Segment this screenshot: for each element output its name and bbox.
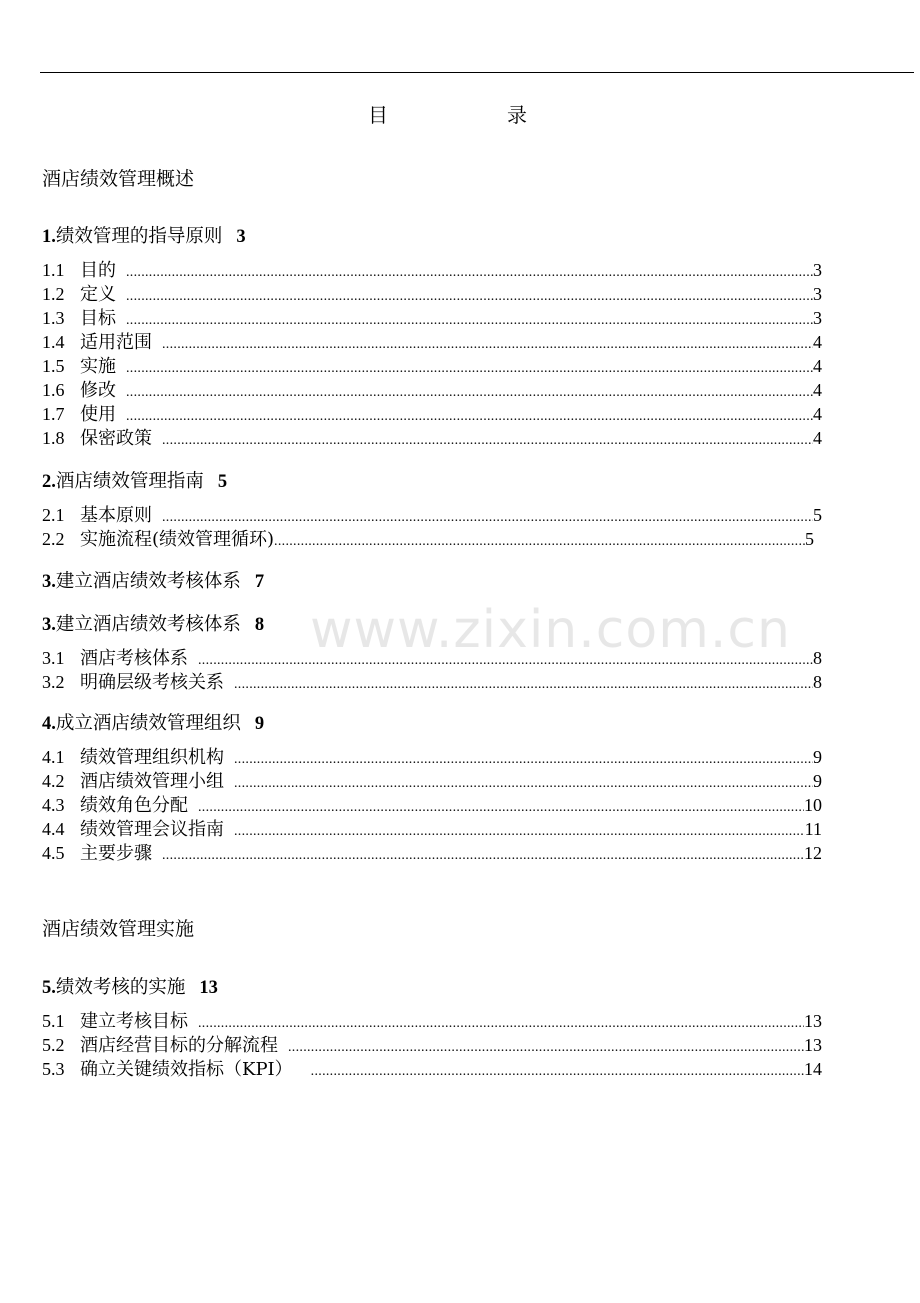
entry-title: 定义 <box>80 284 116 305</box>
chapter-title: 建立酒店绩效考核体系 <box>55 614 241 635</box>
entry-number: 1.6 <box>42 380 65 400</box>
chapter-page: 13 <box>199 978 218 998</box>
part-title: 酒店绩效管理实施 <box>42 918 195 940</box>
entry-title: 绩效角色分配 <box>80 795 188 816</box>
entry-page: 14 <box>804 1059 822 1079</box>
entry-number: 1.1 <box>42 260 65 280</box>
dot-leader <box>162 429 813 453</box>
chapter-section <box>42 975 822 1081</box>
chapter-number: 5. <box>42 978 56 998</box>
chapter-page: 8 <box>254 615 265 635</box>
entry-title: 适用范围 <box>80 332 152 353</box>
chapter-title: 绩效管理的指导原则 <box>55 226 223 247</box>
entry-title: 酒店考核体系 <box>80 648 188 669</box>
toc-entry[interactable] <box>42 354 822 378</box>
dot-leader <box>126 357 813 381</box>
chapter-number: 4. <box>42 714 56 734</box>
entry-page: 13 <box>804 1035 822 1055</box>
toc-entry[interactable] <box>42 745 822 769</box>
toc-entry[interactable] <box>42 769 822 793</box>
toc-entry[interactable] <box>42 503 822 527</box>
dot-leader <box>162 506 813 530</box>
entry-number: 1.3 <box>42 308 65 328</box>
chapter-heading[interactable] <box>42 975 822 1001</box>
entry-page: 8 <box>813 648 822 668</box>
chapter-number: 1. <box>42 227 56 247</box>
entry-number: 3.1 <box>42 648 65 668</box>
chapter-heading[interactable] <box>42 469 822 495</box>
chapter-title: 绩效考核的实施 <box>55 977 186 998</box>
entry-page: 8 <box>813 672 822 692</box>
part-title: 酒店绩效管理概述 <box>42 168 195 190</box>
chapter-page: 5 <box>217 472 228 492</box>
dot-leader <box>311 1060 804 1084</box>
entry-number: 3.2 <box>42 672 65 692</box>
toc-entry[interactable] <box>42 402 822 426</box>
dot-leader <box>126 309 813 333</box>
entry-number: 1.4 <box>42 332 65 352</box>
dot-leader <box>126 405 813 429</box>
entry-title: 实施 <box>80 356 116 377</box>
entry-page: 4 <box>813 356 822 376</box>
entry-page: 3 <box>813 284 822 304</box>
entry-number: 5.1 <box>42 1011 65 1031</box>
entry-number: 4.5 <box>42 843 65 863</box>
chapter-number: 3. <box>42 572 56 592</box>
toc-entry[interactable] <box>42 378 822 402</box>
entry-title: 基本原则 <box>80 505 152 526</box>
entry-page: 12 <box>804 843 822 863</box>
dot-leader <box>234 673 813 697</box>
entry-page: 13 <box>804 1011 822 1031</box>
chapter-section <box>42 612 822 694</box>
entry-page: 4 <box>813 428 822 448</box>
dot-leader <box>234 772 813 796</box>
entry-page: 5 <box>805 529 814 549</box>
chapter-page: 3 <box>236 227 246 247</box>
toc-entry[interactable] <box>42 670 822 694</box>
dot-leader <box>126 381 813 405</box>
dot-leader <box>198 796 804 820</box>
dot-leader <box>198 649 813 673</box>
entry-page: 5 <box>813 505 822 525</box>
entry-number: 2.1 <box>42 505 65 525</box>
entry-page: 9 <box>813 747 822 767</box>
entry-page: 3 <box>813 308 822 328</box>
toc-entry[interactable] <box>42 646 822 670</box>
dot-leader <box>126 261 813 285</box>
entry-number: 5.3 <box>42 1059 65 1079</box>
dot-leader <box>162 333 813 357</box>
entry-number: 4.2 <box>42 771 65 791</box>
entry-title: 目的 <box>80 260 116 281</box>
toc-entry[interactable] <box>42 817 822 841</box>
toc-heading-right: 录 <box>507 103 527 127</box>
entry-number: 4.3 <box>42 795 65 815</box>
dot-leader <box>274 530 805 554</box>
entry-number: 1.2 <box>42 284 65 304</box>
toc-entry[interactable] <box>42 1009 822 1033</box>
chapter-heading[interactable] <box>42 711 822 737</box>
entry-page: 3 <box>813 260 822 280</box>
toc-entry[interactable] <box>42 1033 822 1057</box>
dot-leader <box>288 1036 804 1060</box>
entry-number: 1.5 <box>42 356 65 376</box>
entry-title: 目标 <box>80 308 116 329</box>
chapter-number: 2. <box>42 472 56 492</box>
entry-title: 明确层级考核关系 <box>80 672 224 693</box>
toc-heading-left: 目 <box>368 103 388 127</box>
entry-page: 4 <box>813 404 822 424</box>
entry-title: 绩效管理组织机构 <box>80 747 224 768</box>
entry-number: 2.2 <box>42 529 65 549</box>
entry-title: 酒店绩效管理小组 <box>80 771 224 792</box>
entry-title: 实施流程(绩效管理循环) <box>80 529 275 550</box>
toc-entry[interactable] <box>42 306 822 330</box>
header-rule <box>40 72 914 73</box>
toc-entry[interactable] <box>42 527 814 551</box>
toc-entry[interactable] <box>42 841 822 865</box>
chapter-title: 建立酒店绩效考核体系 <box>55 571 241 592</box>
toc-entry[interactable] <box>42 426 822 450</box>
chapter-number: 3. <box>42 615 56 635</box>
chapter-section <box>42 711 822 865</box>
entry-number: 4.1 <box>42 747 65 767</box>
entry-page: 11 <box>804 819 822 839</box>
chapter-page: 9 <box>254 714 265 734</box>
entry-title: 修改 <box>80 380 116 401</box>
dot-leader <box>234 820 805 844</box>
entry-title: 绩效管理会议指南 <box>80 819 224 840</box>
chapter-section <box>42 224 822 450</box>
chapter-heading[interactable] <box>42 612 822 638</box>
entry-page: 4 <box>813 380 822 400</box>
dot-leader <box>126 285 813 309</box>
chapter-section <box>42 469 822 551</box>
chapter-heading[interactable] <box>42 224 822 250</box>
entry-title: 主要步骤 <box>80 843 152 864</box>
entry-page: 9 <box>813 771 822 791</box>
entry-page: 4 <box>813 332 822 352</box>
entry-title: 确立关键绩效指标（KPI） <box>80 1059 293 1080</box>
entry-page: 10 <box>804 795 822 815</box>
toc-entry[interactable] <box>42 1057 822 1081</box>
entry-number: 1.7 <box>42 404 65 424</box>
dot-leader <box>234 748 813 772</box>
entry-title: 保密政策 <box>80 428 152 449</box>
entry-title: 建立考核目标 <box>80 1011 188 1032</box>
toc-entry[interactable] <box>42 282 822 306</box>
entry-number: 1.8 <box>42 428 65 448</box>
chapter-title: 成立酒店绩效管理组织 <box>55 713 241 734</box>
entry-number: 4.4 <box>42 819 65 839</box>
toc-entry[interactable] <box>42 793 822 817</box>
toc-entry[interactable] <box>42 258 822 282</box>
watermark: www.zixin.com.cn <box>310 600 791 660</box>
chapter-heading[interactable] <box>42 569 822 595</box>
toc-entry[interactable] <box>42 330 822 354</box>
entry-number: 5.2 <box>42 1035 65 1055</box>
chapter-section <box>42 569 822 595</box>
entry-title: 酒店经营目标的分解流程 <box>80 1035 278 1056</box>
dot-leader <box>198 1012 804 1036</box>
chapter-title: 酒店绩效管理指南 <box>55 471 204 492</box>
chapter-page: 7 <box>254 572 265 592</box>
dot-leader <box>162 844 804 868</box>
entry-title: 使用 <box>80 404 116 425</box>
